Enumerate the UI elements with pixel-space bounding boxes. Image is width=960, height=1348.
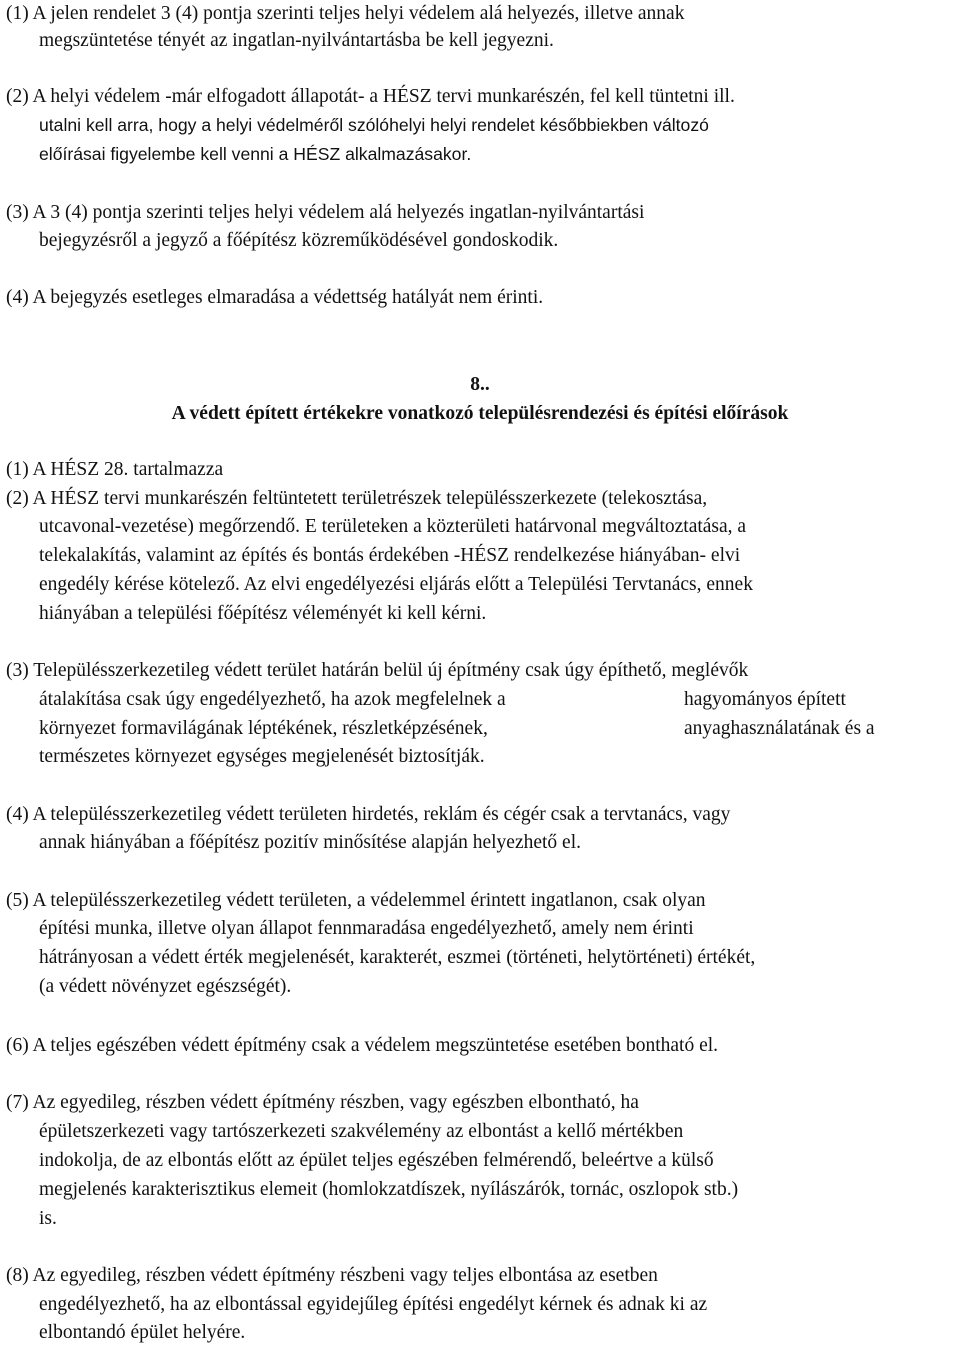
section-item-5-line-1: (5) A településszerkezetileg védett területen, a védelemmel érintett ingatlanon, csak olyan: [6, 890, 706, 911]
section-item-3-left-line-1: átalakítása csak úgy engedélyezhető, ha azok megfelelnek a: [39, 689, 506, 710]
paragraph-3-line-2: bejegyzésről a jegyző a főépítész közreműködésével gondoskodik.: [39, 230, 559, 251]
section-item-6-line-1: (6) A teljes egészében védett építmény csak a védelem megszüntetése esetében bontható el.: [6, 1035, 719, 1056]
paragraph-4-line-1: (4) A bejegyzés esetleges elmaradása a védettség hatályát nem érinti.: [6, 287, 544, 308]
section-item-7-line-3: indokolja, de az elbontás előtt az épület teljes egészében felmérendő, beleértve a külső: [39, 1150, 714, 1171]
section-item-8-line-1: (8) Az egyedileg, részben védett építmény részbeni vagy teljes elbontása az esetben: [6, 1265, 658, 1286]
section-item-8-line-3: elbontandó épület helyére.: [39, 1322, 246, 1343]
section-item-3-right-line-2: anyaghasználatának és a: [684, 718, 875, 739]
paragraph-2-line-1: (2) A helyi védelem -már elfogadott állapotát- a HÉSZ tervi munkarészén, fel kell tüntetni ill.: [6, 86, 735, 107]
section-item-7-line-5: is.: [39, 1208, 57, 1229]
section-item-8-line-2: engedélyezhető, ha az elbontással egyidejűleg építési engedélyt kérnek és adnak ki az: [39, 1294, 708, 1315]
section-item-3-left-line-2: környezet formavilágának léptékének, részletképzésének,: [39, 718, 488, 739]
paragraph-2-line-3: előírásai figyelembe kell venni a HÉSZ alkalmazásakor.: [39, 144, 472, 164]
section-item-5-line-2: építési munka, illetve olyan állapot fennmaradása engedélyezhető, amely nem érinti: [39, 918, 694, 939]
section-title: A védett épített értékekre vonatkozó településrendezési és építési előírások: [171, 403, 789, 424]
section-item-1: (1) A HÉSZ 28. tartalmazza: [6, 459, 224, 480]
section-item-3-left-line-3: természetes környezet egységes megjelenését biztosítják.: [39, 746, 485, 767]
paragraph-1-line-1: (1) A jelen rendelet 3 (4) pontja szerinti teljes helyi védelem alá helyezés, illetve annak: [6, 3, 685, 24]
paragraph-1-line-2: megszüntetése tényét az ingatlan-nyilvántartásba be kell jegyezni.: [39, 30, 554, 51]
section-item-2-line-4: engedély kérése kötelező. Az elvi engedélyezési eljárás előtt a Települési Tervtanács, ennek: [39, 574, 753, 595]
section-item-7-line-2: épületszerkezeti vagy tartószerkezeti szakvélemény az elbontást a kellő mértékben: [39, 1121, 684, 1142]
section-item-2-line-5: hiányában a települési főépítész véleményét ki kell kérni.: [39, 603, 487, 624]
section-item-3-right-line-1: hagyományos épített: [684, 689, 846, 710]
section-number: 8..: [470, 374, 490, 395]
section-item-7-line-4: megjelenés karakterisztikus elemeit (homlokzatdíszek, nyílászárók, tornác, oszlopok stb.): [39, 1179, 739, 1200]
paragraph-3-line-1: (3) A 3 (4) pontja szerinti teljes helyi védelem alá helyezés ingatlan-nyilvántartási: [6, 202, 645, 223]
section-item-2-line-1: (2) A HÉSZ tervi munkarészén feltüntetett területrészek településszerkezete (telekosztása,: [6, 488, 708, 509]
section-item-5-line-3: hátrányosan a védett érték megjelenését, karakterét, eszmei (történeti, helytörténeti) értékét,: [39, 947, 756, 968]
section-item-4-line-2: annak hiányában a főépítész pozitív minősítése alapján helyezhető el.: [39, 832, 582, 853]
section-item-5-line-4: (a védett növényzet egészségét).: [39, 976, 292, 997]
section-item-2-line-3: telekalakítás, valamint az építés és bontás érdekében -HÉSZ rendelkezése hiányában- elvi: [39, 545, 741, 566]
section-item-3-line-1: (3) Településszerkezetileg védett terület határán belül új építmény csak úgy építhető, meglévők: [6, 660, 749, 681]
paragraph-2-line-2: utalni kell arra, hogy a helyi védelméről szólóhelyi helyi rendelet későbbiekben változó: [39, 115, 709, 135]
section-item-7-line-1: (7) Az egyedileg, részben védett építmény részben, vagy egészben elbontható, ha: [6, 1092, 639, 1113]
section-item-4-line-1: (4) A településszerkezetileg védett területen hirdetés, reklám és cégér csak a tervtanács, vagy: [6, 804, 731, 825]
section-item-2-line-2: utcavonal-vezetése) megőrzendő. E területeken a közterületi határvonal megváltoztatása, a: [39, 516, 747, 537]
